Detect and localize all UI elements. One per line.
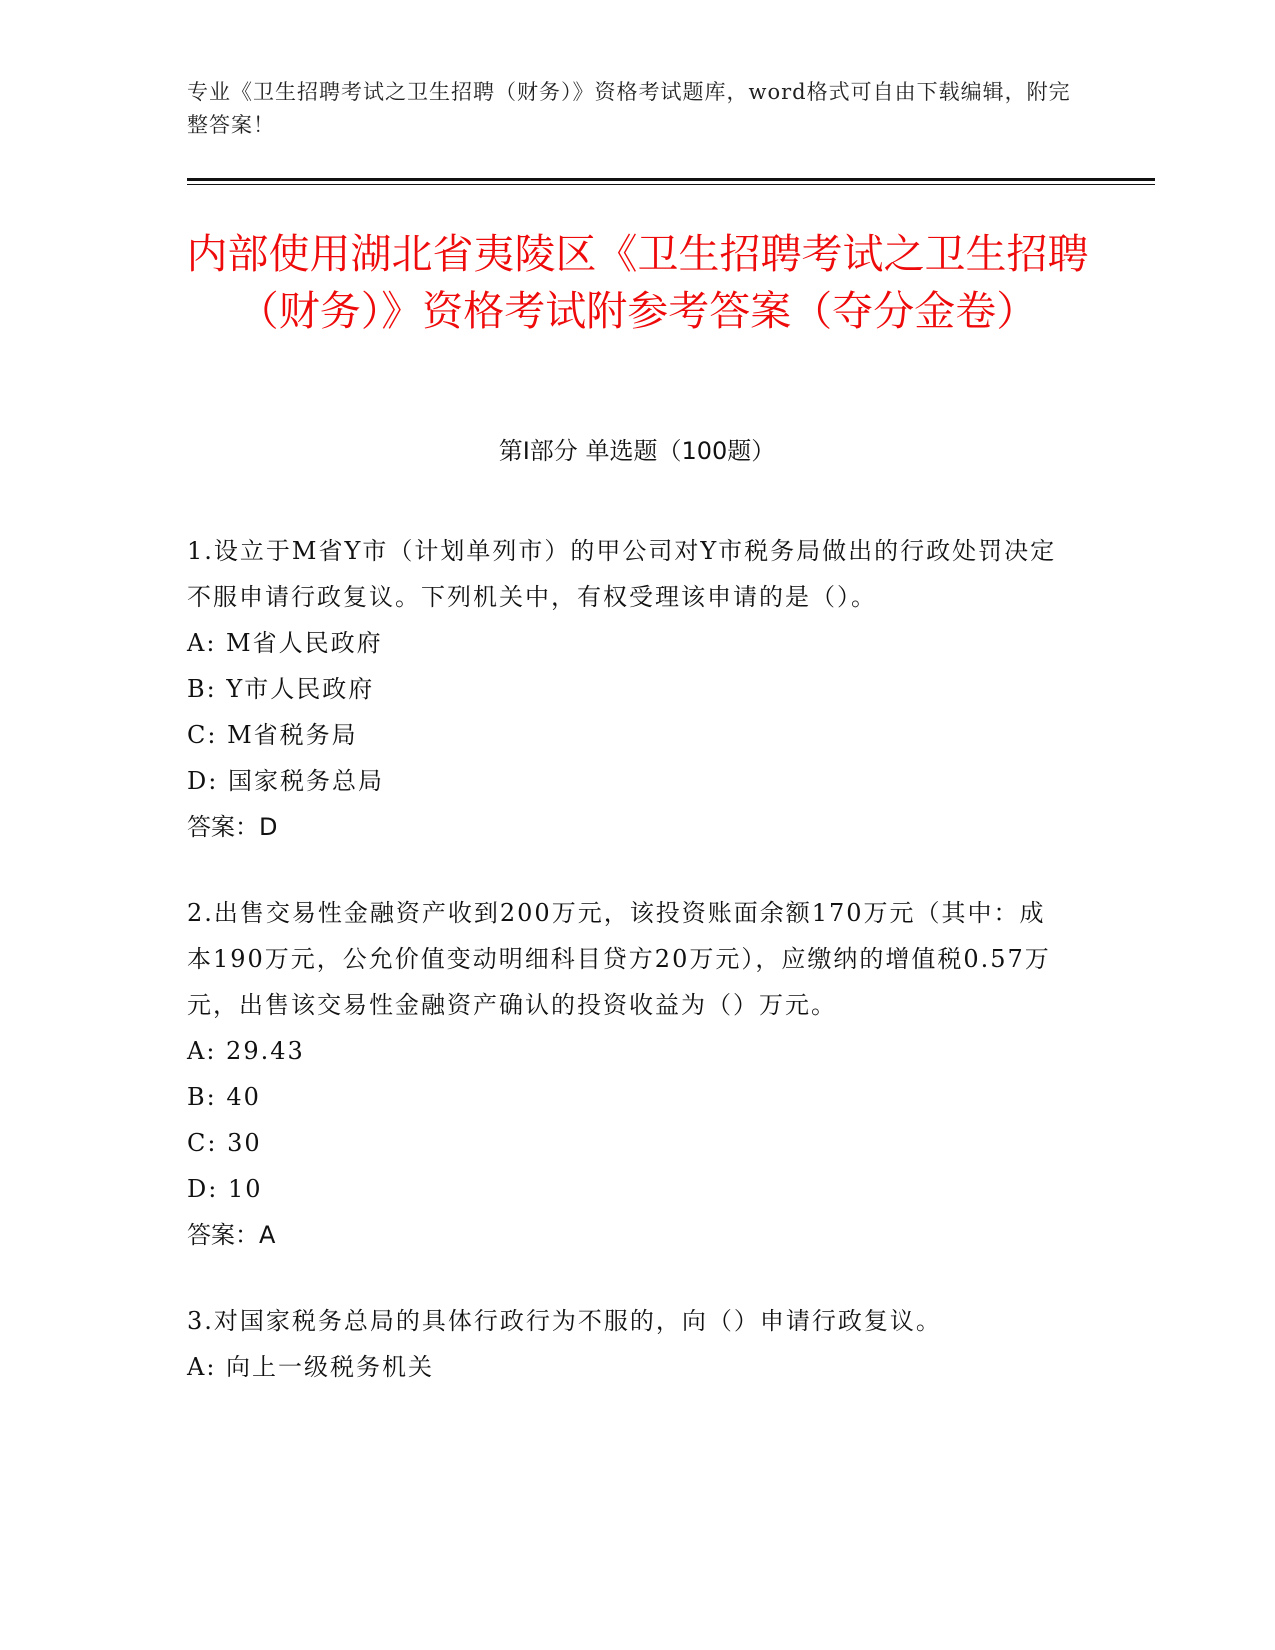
section-title: 第Ⅰ部分 单选题（100题） — [498, 437, 776, 465]
header-divider-thin — [187, 184, 1155, 185]
question-3 — [187, 1298, 1067, 1390]
header-note: 专业《卫生招聘考试之卫生招聘（财务）》资格考试题库，word格式可自由下载编辑，附完整答案！ — [187, 80, 1071, 137]
option-d: D: 10 — [187, 1175, 263, 1203]
answer: 答案：D — [187, 813, 278, 841]
document-title: 内部使用湖北省夷陵区《卫生招聘考试之卫生招聘（财务）》资格考试附参考答案（夺分金卷） — [186, 230, 1089, 335]
option-a: A: 29.43 — [187, 1037, 305, 1065]
answer: 答案：A — [187, 1221, 276, 1249]
question-1 — [187, 528, 1067, 850]
option-a: A: M省人民政府 — [187, 629, 383, 657]
option-d: D: 国家税务总局 — [187, 767, 384, 795]
option-a: A: 向上一级税务机关 — [187, 1353, 435, 1381]
question-stem: 3.对国家税务总局的具体行政行为不服的，向（）申请行政复议。 — [187, 1307, 942, 1335]
header-divider-thick — [187, 178, 1155, 181]
question-2 — [187, 890, 1067, 1258]
option-c: C: M省税务局 — [187, 721, 358, 749]
option-b: B: Y市人民政府 — [187, 675, 375, 703]
option-b: B: 40 — [187, 1083, 261, 1111]
question-list — [187, 528, 1067, 1430]
question-stem: 1.设立于M省Y市（计划单列市）的甲公司对Y市税务局做出的行政处罚决定不服申请行政复议。下列机关中，有权受理该申请的是（）。 — [187, 537, 1057, 611]
question-stem: 2.出售交易性金融资产收到200万元，该投资账面余额170万元（其中：成本190万元，公允价值变动明细科目贷方20万元），应缴纳的增值税0.57万元，出售该交易性金融资产确认的投资收益为（）万元。 — [187, 899, 1051, 1019]
option-c: C: 30 — [187, 1129, 262, 1157]
